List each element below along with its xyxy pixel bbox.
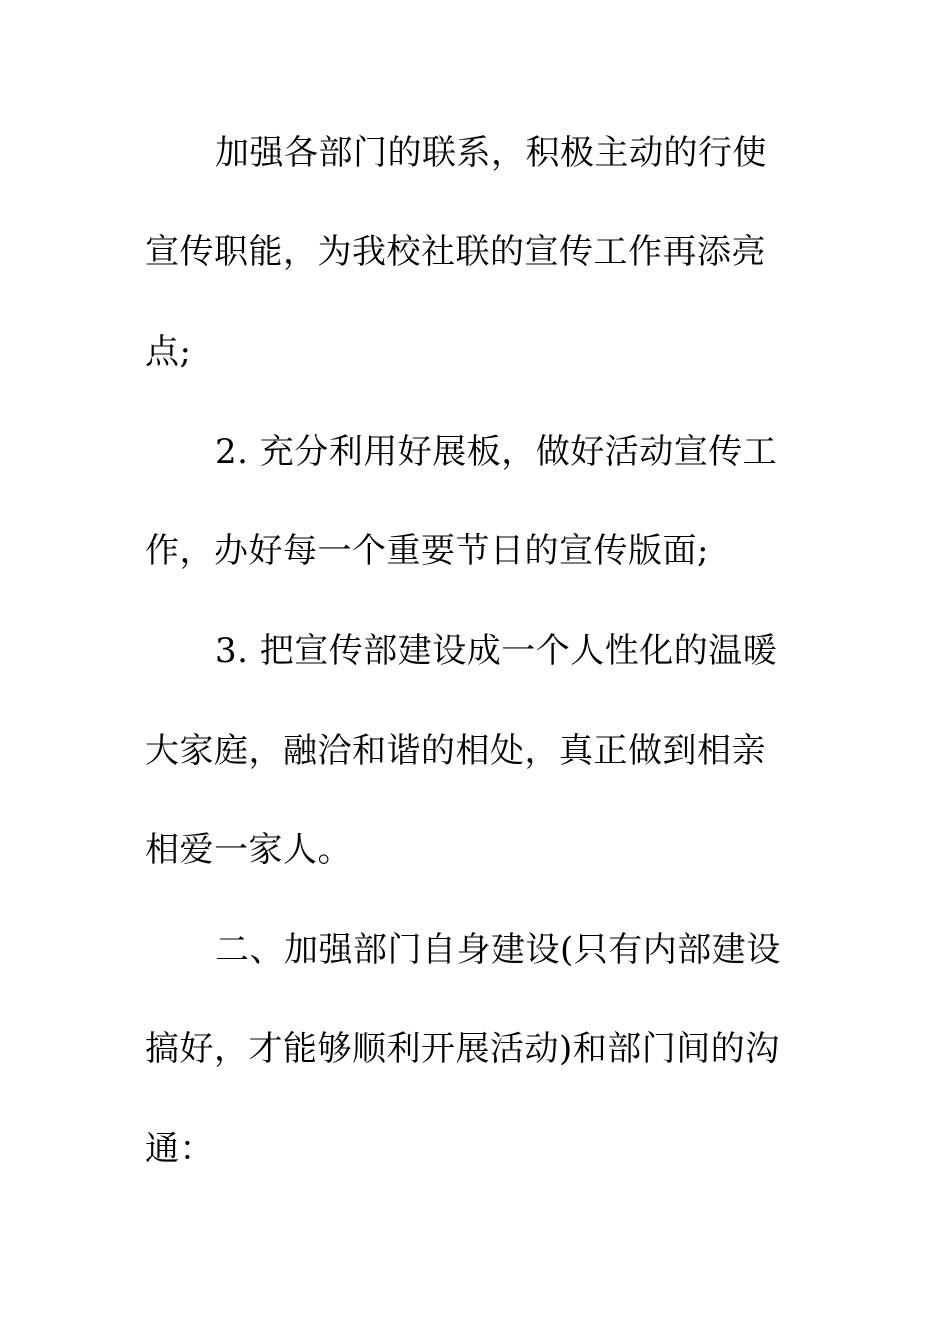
list-item-line: 大家庭，融洽和谐的相处，真正做到相亲 [145, 731, 766, 771]
paragraph-line: 加强各部门的联系，积极主动的行使 [215, 133, 767, 173]
list-item-line: 相爱一家人。 [145, 830, 352, 870]
list-item-line: 2. 充分利用好展板，做好活动宣传工 [215, 432, 778, 472]
section-heading-line: 搞好，才能够顺利开展活动)和部门间的沟 [145, 1029, 780, 1069]
list-item-line: 3. 把宣传部建设成一个人性化的温暖 [215, 631, 778, 671]
paragraph-line: 宣传职能，为我校社联的宣传工作再添亮 [145, 232, 766, 272]
paragraph-line: 点; [145, 332, 192, 372]
section-heading-line: 通： [145, 1129, 214, 1169]
section-heading-line: 二、加强部门自身建设(只有内部建设 [215, 930, 781, 970]
list-item-line: 作，办好每一个重要节日的宣传版面; [145, 531, 709, 571]
